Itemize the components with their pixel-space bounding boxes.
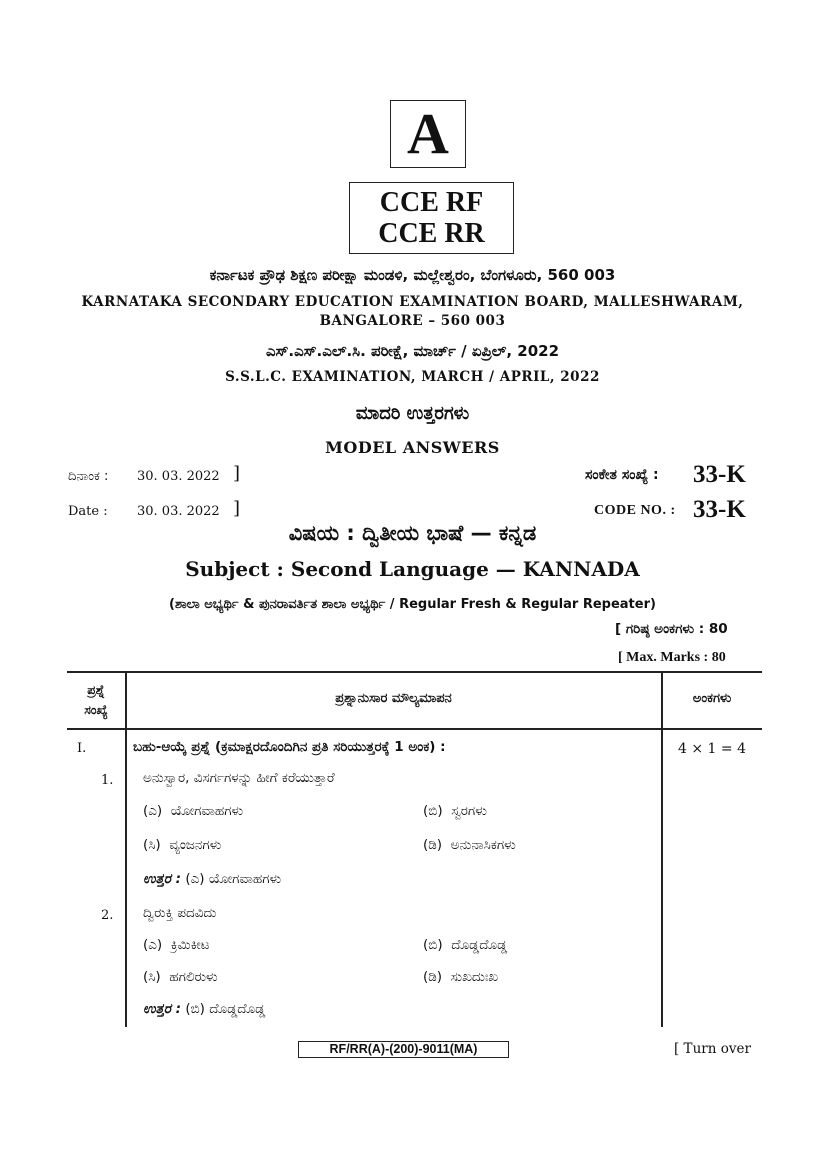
- answer-label: ಉತ್ತರ :: [143, 871, 182, 887]
- option-label: (ಎ): [143, 803, 163, 819]
- header-question-number: [67, 680, 125, 720]
- answer-line: [143, 1001, 265, 1017]
- version-label: A: [390, 100, 466, 168]
- option-text: ವ್ಯಂಜನಗಳು: [169, 837, 222, 853]
- option: [143, 937, 210, 953]
- table-header-border: [67, 728, 762, 730]
- scheme-box: [349, 182, 514, 254]
- question-number: 2.: [101, 908, 114, 923]
- scheme-line-2: CCE RR: [378, 218, 485, 249]
- doc-type-kannada: ಮಾದರಿ ಉತ್ತರಗಳು: [355, 403, 470, 424]
- code-label-kannada: ಸಂಕೇತ ಸಂಖ್ಯೆ :: [585, 467, 659, 483]
- doc-type-english: MODEL ANSWERS: [325, 438, 500, 457]
- option-label: (ಎ): [143, 937, 163, 953]
- option: [143, 837, 221, 853]
- date-bracket-2: ]: [233, 498, 241, 519]
- option-text: ದೊಡ್ಡದೊಡ್ಡ: [451, 937, 508, 953]
- header-qno-line-1: ಪ್ರಶ್ನೆ: [87, 682, 105, 697]
- date-value-2: 30. 03. 2022: [137, 504, 220, 519]
- question-number: 1.: [101, 773, 114, 788]
- table-divider-left: [125, 671, 127, 1027]
- section-number: I.: [77, 741, 87, 756]
- option-label: (ಡಿ): [423, 969, 443, 985]
- date-label-english: Date :: [68, 504, 108, 519]
- option-label: (ಸಿ): [143, 969, 161, 985]
- answer-text: (ಬಿ) ದೊಡ್ಡದೊಡ್ಡ: [185, 1001, 266, 1017]
- code-label-english: CODE NO. :: [594, 503, 676, 518]
- option-text: ಕ್ರಿಮಿಕೀಟ: [170, 937, 210, 953]
- option-text: ಹಗಲಿರುಳು: [169, 969, 218, 985]
- option: [423, 837, 516, 853]
- option-text: ಅನುನಾಸಿಕಗಳು: [450, 837, 516, 853]
- max-marks-english: [ Max. Marks : 80: [618, 650, 726, 665]
- date-bracket-1: ]: [233, 463, 241, 484]
- header-qno-line-2: ಸಂಖ್ಯೆ: [84, 702, 108, 717]
- board-name-kannada: ಕರ್ನಾಟಕ ಪ್ರೌಢ ಶಿಕ್ಷಣ ಪರೀಕ್ಷಾ ಮಂಡಳಿ, ಮಲ್ಲೇಶ್ವರಂ, ಬೆಂಗಳೂರು, 560 003: [209, 266, 616, 284]
- option: [423, 803, 487, 819]
- table-divider-right: [661, 671, 663, 1027]
- table-top-border: [67, 671, 762, 673]
- question-text: ಅನುಸ್ವಾರ, ವಿಸರ್ಗಗಳನ್ನು ಹೀಗೆ ಕರೆಯುತ್ತಾರೆ: [143, 770, 335, 786]
- question-text: ದ್ವಿರುಕ್ತಿ ಪದವಿದು: [143, 905, 217, 921]
- option-label: (ಬಿ): [423, 803, 443, 819]
- header-marks: ಅಂಕಗಳು: [692, 691, 732, 706]
- option: [143, 803, 243, 819]
- option-text: ಸುಖದುಃಖ: [450, 969, 499, 985]
- option-label: (ಡಿ): [423, 837, 443, 853]
- option-text: ಯೋಗವಾಹಗಳು: [170, 803, 244, 819]
- option: [423, 969, 498, 985]
- exam-kannada: ಎಸ್.ಎಸ್.ಎಲ್.ಸಿ. ಪರೀಕ್ಷೆ, ಮಾರ್ಚ್ / ಏಪ್ರಿಲ್, 2022: [265, 342, 560, 360]
- answer-label: ಉತ್ತರ :: [143, 1001, 182, 1017]
- option-text: ಸ್ವರಗಳು: [451, 803, 487, 819]
- max-marks-kannada: [ ಗರಿಷ್ಠ ಅಂಕಗಳು : 80: [615, 621, 728, 637]
- board-name-english-1: KARNATAKA SECONDARY EDUCATION EXAMINATION BOARD, MALLESHWARAM,: [81, 294, 744, 310]
- date-label-kannada: ದಿನಾಂಕ :: [68, 469, 109, 484]
- date-value-1: 30. 03. 2022: [137, 469, 220, 484]
- subject-english: Subject : Second Language — KANNADA: [185, 557, 640, 581]
- footer-code: RF/RR(A)-(200)-9011(MA): [298, 1041, 509, 1058]
- option: [143, 969, 218, 985]
- turn-over-note: [ Turn over: [674, 1041, 751, 1057]
- scheme-line-1: CCE RF: [379, 187, 484, 218]
- option: [423, 937, 507, 953]
- option-label: (ಸಿ): [143, 837, 161, 853]
- option-label: (ಬಿ): [423, 937, 443, 953]
- answer-text: (ಎ) ಯೋಗವಾಹಗಳು: [185, 871, 282, 887]
- answer-line: [143, 871, 281, 887]
- section-title: ಬಹು-ಆಯ್ಕೆ ಪ್ರಶ್ನೆ (ಕ್ರಮಾಕ್ಷರದೊಂದಿಗಿನ ಪ್ರತಿ ಸರಿಯುತ್ತರಕ್ಕೆ 1 ಅಂಕ) :: [133, 739, 446, 755]
- candidate-type: (ಶಾಲಾ ಅಭ್ಯರ್ಥಿ & ಪುನರಾವರ್ತಿತ ಶಾಲಾ ಅಭ್ಯರ್ಥಿ / Regular Fresh & Regular Repeater): [169, 597, 656, 612]
- header-evaluation: ಪ್ರಶ್ನಾನುಸಾರ ಮೌಲ್ಯಮಾಪನ: [335, 691, 452, 706]
- code-value-2: 33-K: [693, 496, 746, 523]
- board-name-english-2: BANGALORE – 560 003: [319, 313, 506, 329]
- exam-english: S.S.L.C. EXAMINATION, MARCH / APRIL, 2022: [225, 369, 600, 385]
- section-marks: 4 × 1 = 4: [678, 741, 746, 757]
- code-value-1: 33-K: [693, 461, 746, 488]
- subject-kannada: ವಿಷಯ : ದ್ವಿತೀಯ ಭಾಷೆ — ಕನ್ನಡ: [288, 521, 537, 545]
